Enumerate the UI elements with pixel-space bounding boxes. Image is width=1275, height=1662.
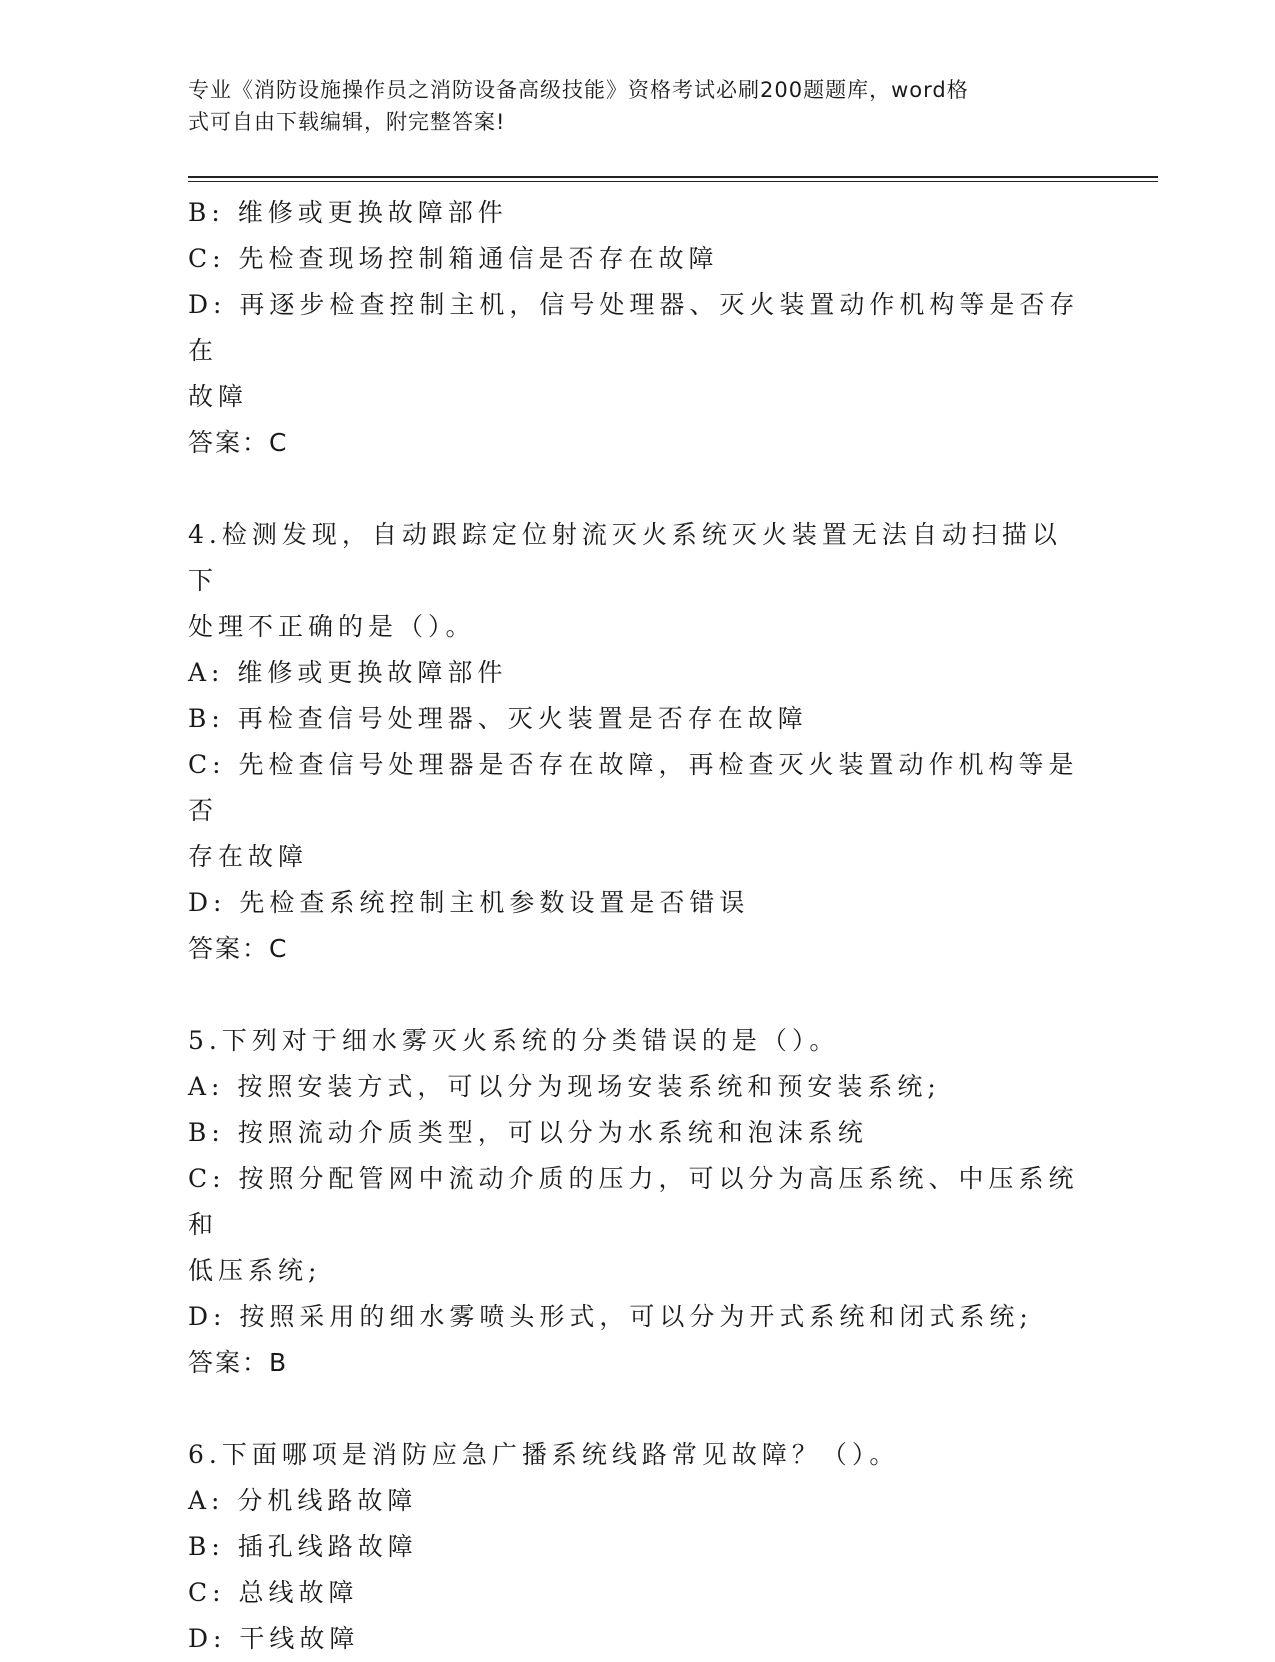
q3-option-d-line-1: D: 再逐步检查控制主机，信号处理器、灭火装置动作机构等是否存在 [188,290,1080,365]
q6-option-b: B: 插孔线路故障 [188,1532,418,1561]
question-4 [188,512,1088,972]
header-divider-thin [188,181,1158,182]
q5-option-d: D: 按照采用的细水雾喷头形式，可以分为开式系统和闭式系统; [188,1302,1033,1331]
q4-option-c-line-1: C: 先检查信号处理器是否存在故障，再检查灭火装置动作机构等是否 [188,750,1079,825]
q5-stem: 5.下列对于细水雾灭火系统的分类错误的是（）。 [188,1026,840,1055]
q4-stem-line-1: 4.检测发现，自动跟踪定位射流灭火系统灭火装置无法自动扫描以下 [188,520,1062,595]
page-header [188,74,1068,138]
question-3-continued [188,190,1088,466]
header-title-line-2: 式可自由下载编辑，附完整答案! [188,110,506,134]
q4-answer: 答案：C [188,934,289,963]
question-6 [188,1432,1088,1662]
q4-option-c-line-2: 存在故障 [188,842,309,871]
q3-option-d-line-2: 故障 [188,382,249,411]
question-5 [188,1018,1088,1386]
q6-option-d: D: 干线故障 [188,1624,360,1653]
q3-option-b: B: 维修或更换故障部件 [188,198,508,227]
q4-option-a: A: 维修或更换故障部件 [188,658,508,687]
question-list [188,190,1088,1662]
q5-option-c-line-1: C: 按照分配管网中流动介质的压力，可以分为高压系统、中压系统和 [188,1164,1079,1239]
q5-option-b: B: 按照流动介质类型，可以分为水系统和泡沫系统 [188,1118,868,1147]
spacer [188,466,1088,512]
header-title-line-1: 专业《消防设施操作员之消防设备高级技能》资格考试必刷200题题库，word格 [188,78,969,102]
q3-option-c: C: 先检查现场控制箱通信是否存在故障 [188,244,719,273]
spacer [188,972,1088,1018]
q5-option-c-line-2: 低压系统; [188,1256,322,1285]
q3-answer: 答案：C [188,428,289,457]
q6-option-c: C: 总线故障 [188,1578,359,1607]
q6-stem: 6.下面哪项是消防应急广播系统线路常见故障？（）。 [188,1440,900,1469]
q4-option-b: B: 再检查信号处理器、灭火装置是否存在故障 [188,704,808,733]
q4-option-d: D: 先检查系统控制主机参数设置是否错误 [188,888,750,917]
header-divider-thick [188,176,1158,178]
q6-option-a: A: 分机线路故障 [188,1486,418,1515]
q5-answer: 答案：B [188,1348,289,1377]
spacer [188,1386,1088,1432]
q4-stem-line-2: 处理不正确的是（）。 [188,612,476,641]
q5-option-a: A: 按照安装方式，可以分为现场安装系统和预安装系统; [188,1072,941,1101]
